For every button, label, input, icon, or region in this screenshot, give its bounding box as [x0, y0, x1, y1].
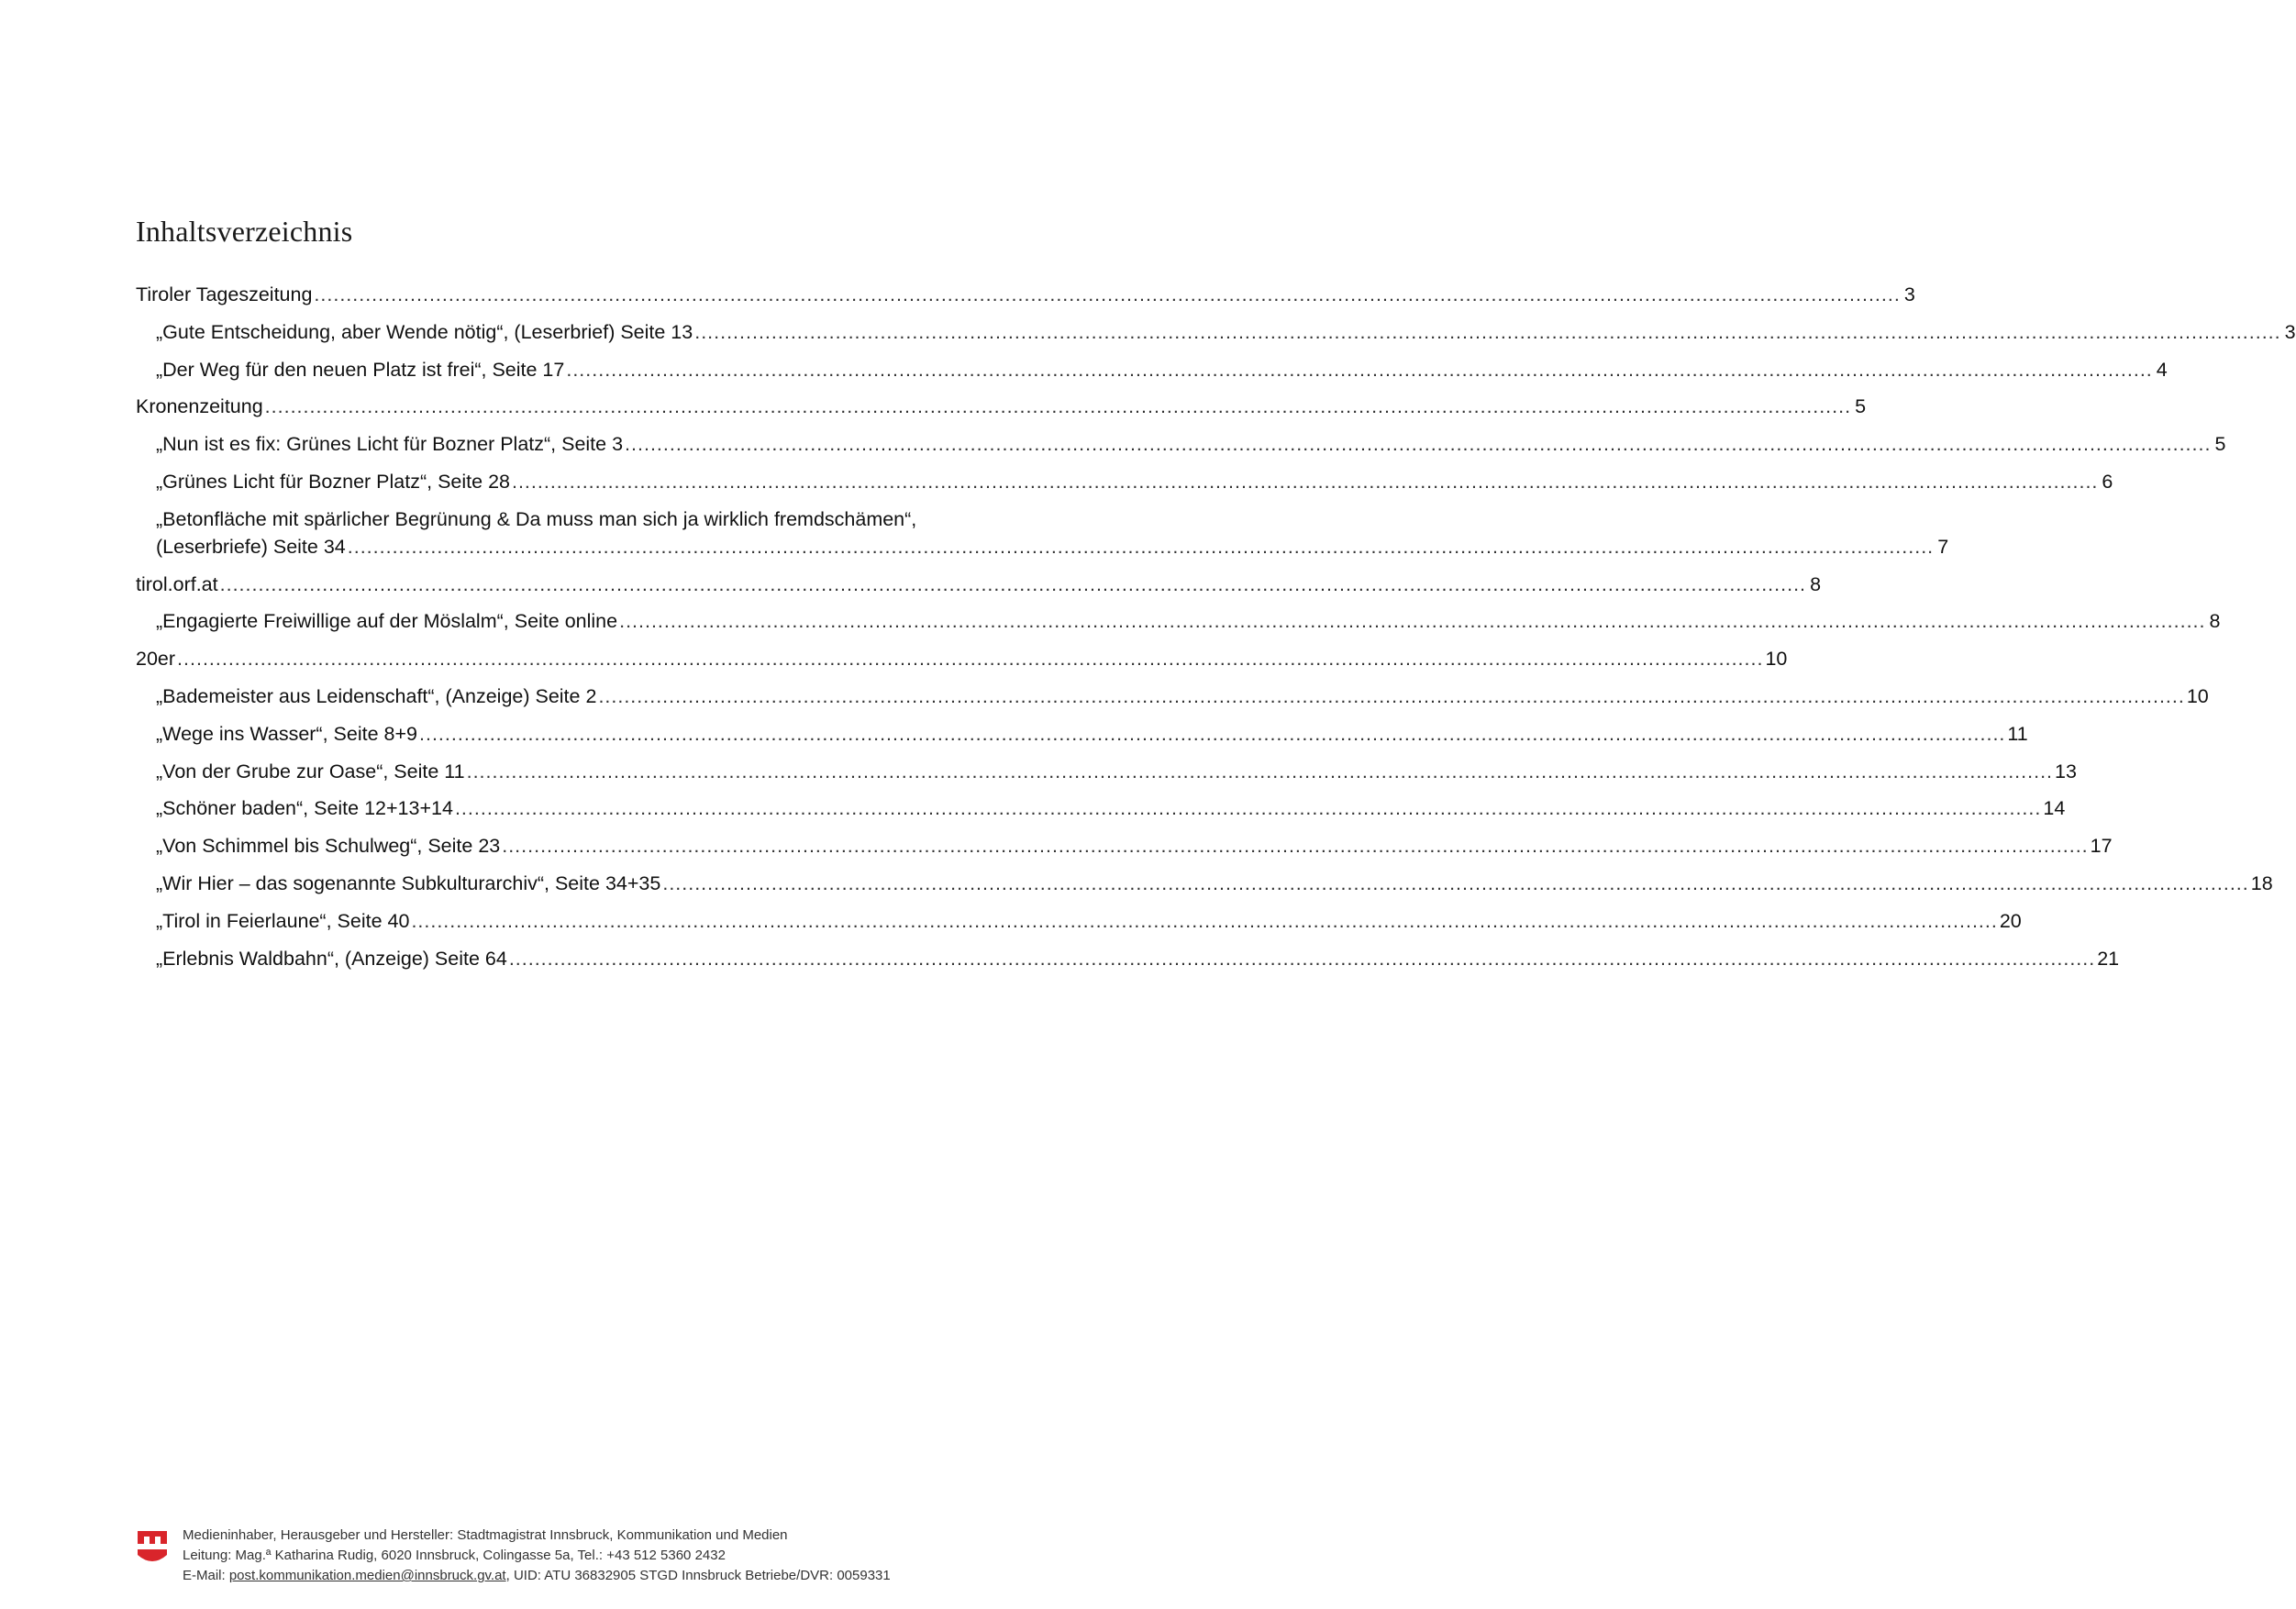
dot-leader [512, 468, 2098, 495]
toc-entry[interactable] [136, 430, 2226, 458]
dot-leader [265, 393, 1851, 420]
dot-leader [177, 645, 1763, 672]
page-title: Inhaltsverzeichnis [136, 215, 353, 248]
dot-leader [598, 682, 2184, 710]
toc-entry[interactable] [136, 907, 2022, 935]
toc-entry-text: „Grünes Licht für Bozner Platz“, Seite 28 [156, 470, 510, 493]
toc-entry-tirol-orf-at[interactable] [136, 571, 1822, 598]
dot-leader [566, 356, 2152, 383]
toc-page-number: 5 [1855, 395, 1867, 418]
toc-entry-text: „Wege ins Wasser“, Seite 8+9 [156, 722, 417, 745]
toc-entry[interactable] [136, 870, 2273, 897]
toc-entry-text: Kronenzeitung [136, 395, 263, 418]
toc-entry-text-line2: (Leserbriefe) Seite 34 [156, 535, 346, 558]
toc-page-number: 8 [1810, 572, 1822, 595]
dot-leader [619, 607, 2205, 635]
toc-entry[interactable] [136, 468, 2113, 495]
toc-page-number: 6 [2102, 470, 2113, 493]
toc-entry-text: „Wir Hier – das sogenannte Subkulturarchiv“, Seite 34+35 [156, 871, 661, 894]
toc-page-number: 7 [1937, 535, 1949, 558]
toc-page-number: 4 [2156, 358, 2168, 381]
dot-leader [694, 318, 2280, 346]
footer-text [183, 1526, 891, 1586]
dot-leader [509, 945, 2095, 972]
toc-entry[interactable] [136, 607, 2221, 635]
toc-entry[interactable] [136, 758, 2077, 785]
footer-line-contact [183, 1566, 891, 1586]
innsbruck-coat-of-arms-icon [138, 1531, 167, 1568]
footer-line-leitung: Leitung: Mag.ª Katharina Rudig, 6020 Innsbruck, Colingasse 5a, Tel.: +43 512 5360 2432 [183, 1548, 726, 1563]
toc-entry[interactable] [136, 505, 1949, 560]
toc-entry-text: „Tirol in Feierlaune“, Seite 40 [156, 909, 410, 932]
toc-entry-20er[interactable] [136, 645, 1788, 672]
toc-page-number: 10 [2186, 684, 2209, 707]
dot-leader [419, 720, 2005, 748]
toc-entry[interactable] [136, 682, 2209, 710]
logo-bridge-gap-left [144, 1537, 150, 1544]
toc-page-number: 17 [2090, 835, 2113, 858]
toc-entry[interactable] [136, 945, 2120, 972]
footer-uid: , UID: ATU 36832905 STGD Innsbruck Betriebe/DVR: 0059331 [505, 1568, 891, 1583]
toc-entry-tiroler-tageszeitung[interactable] [136, 281, 1915, 308]
toc-entry-text: „Schöner baden“, Seite 12+13+14 [156, 797, 453, 820]
logo-bridge-top [138, 1531, 167, 1544]
logo-bridge-gap-right [155, 1537, 161, 1544]
toc-entry[interactable] [136, 356, 2168, 383]
toc-entry-text: „Bademeister aus Leidenschaft“, (Anzeige) Seite 2 [156, 684, 597, 707]
dot-leader [314, 281, 1900, 308]
toc-entry-text: „Gute Entscheidung, aber Wende nötig“, (Leserbrief) Seite 13 [156, 320, 693, 343]
toc-entry-text: „Nun ist es fix: Grünes Licht für Bozner Platz“, Seite 3 [156, 433, 624, 456]
dot-leader [467, 758, 2053, 785]
dot-leader [625, 430, 2211, 458]
dot-leader [662, 870, 2248, 897]
toc-entry-text: 20er [136, 648, 176, 671]
toc-entry-text: „Von Schimmel bis Schulweg“, Seite 23 [156, 835, 501, 858]
toc-entry[interactable] [136, 832, 2113, 860]
toc-page-number: 3 [1903, 283, 1915, 305]
toc-page-number: 10 [1765, 648, 1788, 671]
toc-page-number: 18 [2250, 871, 2273, 894]
dot-leader [455, 794, 2041, 822]
toc-page-number: 13 [2055, 760, 2077, 782]
toc-entry-kronenzeitung[interactable] [136, 393, 1867, 420]
toc-page-number: 14 [2043, 797, 2066, 820]
toc-page-number: 11 [2007, 722, 2028, 745]
footer-email-link[interactable]: post.kommunikation.medien@innsbruck.gv.at [228, 1568, 506, 1583]
dot-leader [411, 907, 1997, 935]
table-of-contents [136, 281, 2296, 982]
footer-email-label: E-Mail: [183, 1568, 229, 1583]
toc-entry-text: Tiroler Tageszeitung [136, 283, 313, 305]
toc-entry-text: „Der Weg für den neuen Platz ist frei“, Seite 17 [156, 358, 565, 381]
toc-page-number: 5 [2214, 433, 2226, 456]
dot-leader [348, 533, 1934, 560]
toc-page-number: 3 [2284, 320, 2296, 343]
toc-entry-text: „Engagierte Freiwillige auf der Möslalm“, Seite online [156, 610, 618, 633]
toc-entry[interactable] [136, 794, 2066, 822]
toc-entry-text: „Erlebnis Waldbahn“, (Anzeige) Seite 64 [156, 947, 507, 970]
toc-page-number: 21 [2097, 947, 2120, 970]
toc-page-number: 20 [1999, 909, 2022, 932]
toc-entry-text: tirol.orf.at [136, 572, 218, 595]
toc-entry[interactable] [136, 318, 2296, 346]
dot-leader [502, 832, 2088, 860]
dot-leader [220, 571, 1806, 598]
toc-entry-text-line1: „Betonfläche mit spärlicher Begrünung & Da muss man sich ja wirklich fremdschämen“, [156, 507, 917, 530]
toc-page-number: 8 [2209, 610, 2221, 633]
logo-bridge-arch [138, 1549, 167, 1561]
toc-entry[interactable] [136, 720, 2028, 748]
footer-line-publisher: Medieninhaber, Herausgeber und Hersteller: Stadtmagistrat Innsbruck, Kommunikation und Medien [183, 1527, 788, 1543]
toc-entry-text: „Von der Grube zur Oase“, Seite 11 [156, 760, 465, 782]
